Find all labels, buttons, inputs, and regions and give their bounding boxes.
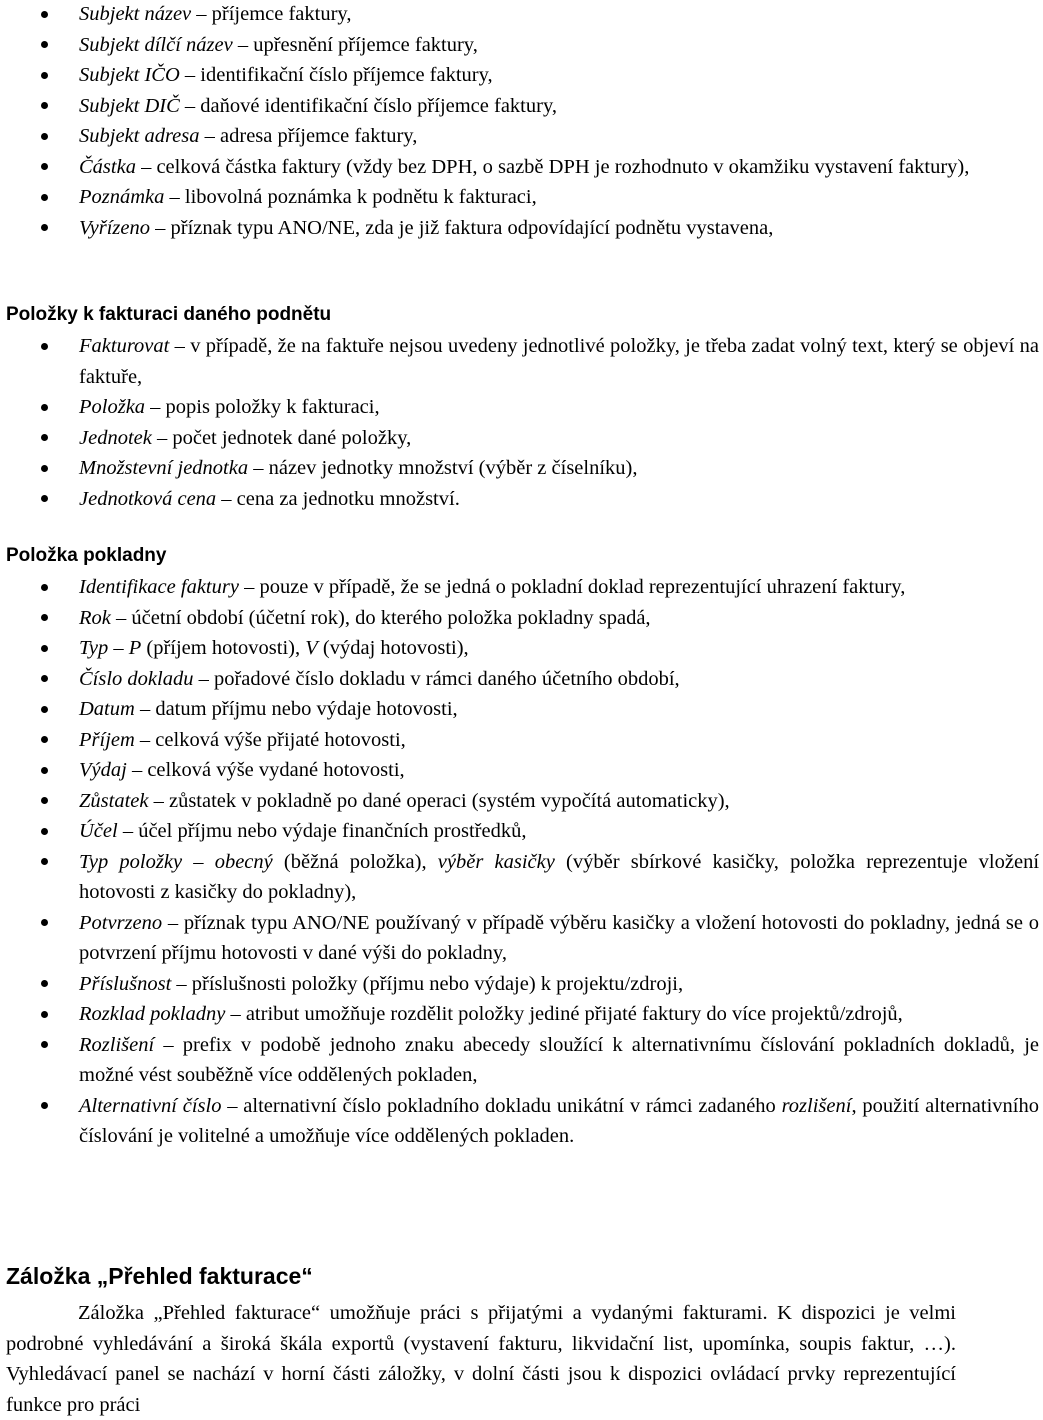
section-heading-pokladna: Položka pokladny [6,545,167,566]
description: – příznak typu ANO/NE používaný v případě výběru kasičky a vložení hotovosti do pokladny, jedná se o potvrzení příjmu hotovosti v dané výši do pokladny, [79,911,1039,964]
term: Zůstatek [79,789,149,812]
list-item [79,908,1039,969]
description: – datum příjmu nebo výdaje hotovosti, [134,698,458,720]
description: – celková výše přijaté hotovosti, [134,728,406,751]
description: – účel příjmu nebo výdaje finančních prostředků, [117,820,527,842]
bullet-icon [41,797,48,804]
description: – [108,637,129,659]
list-item [79,213,1039,244]
term: Subjekt název [79,3,192,25]
term: Vyřízeno [79,216,150,239]
term: Účel [79,820,118,842]
term: Subjekt adresa [79,125,200,147]
term: Rozklad pokladny [79,1003,226,1025]
list-item [79,121,1039,152]
description: – příjemce faktury, [191,3,352,25]
list-item [79,694,1039,725]
term: Příslušnost [79,972,172,995]
bullet-icon [41,495,48,502]
term: Fakturovat [79,335,170,357]
list-item [79,1030,1039,1091]
term: Subjekt DIČ [79,94,180,117]
bullet-icon [41,224,48,231]
bullet-icon [41,163,48,170]
section-heading-zalozka: Záložka „Přehled fakturace“ [6,1263,313,1289]
term-v: V [305,637,318,659]
list-item [79,755,1039,786]
description: – upřesnění příjemce faktury, [232,33,478,56]
list-item [79,30,1039,61]
invoice-item-list [0,331,1043,514]
list-item [79,484,1039,515]
bullet-icon [41,858,48,865]
description: – libovolná poznámka k podnětu k fakturaci, [164,186,537,208]
description: – atribut umožňuje rozdělit položky jediné přijaté faktury do více projektů/zdrojů, [225,1003,903,1025]
list-item [79,633,1039,664]
bullet-icon [41,645,48,652]
list-item [79,453,1039,484]
bullet-icon [41,1041,48,1048]
description: (výběr sbírkové kasičky, položka reprezentuje vložení hotovosti z kasičky do pokladny), [79,850,1040,903]
description: – celková výše vydané hotovosti, [126,759,405,781]
description: – zůstatek v pokladně po dané operaci (systém vypočítá automaticky), [148,789,730,812]
bullet-icon [41,434,48,441]
term: Příjem [79,728,135,751]
description: – účetní období (účetní rok), do kterého položka pokladny spadá, [110,606,651,629]
description: – adresa příjemce faktury, [199,125,418,147]
list-item [79,969,1039,1000]
bullet-icon [41,194,48,201]
description: , použití alternativního číslování je volitelné a umožňuje více oddělených pokladen. [79,1094,1039,1147]
term-vyber-kasicky: výběr kasičky [437,850,555,873]
term: Subjekt dílčí název [79,33,233,56]
description: – název jednotky množství (výběr z číselníku), [248,457,638,479]
term-rozliseni: rozlišení [781,1094,852,1117]
list-item [79,786,1039,817]
term: Rok [79,606,111,629]
bullet-icon [41,11,48,18]
bullet-icon [41,828,48,835]
term: Potvrzeno [79,911,163,934]
description: – příslušnosti položky (příjmu nebo výdaje) k projektu/zdroji, [171,972,684,995]
list-item [79,1091,1039,1152]
term: Typ položky [79,850,183,873]
term-p: P [128,637,142,659]
list-item [79,423,1039,454]
description: – daňové identifikační číslo příjemce faktury, [179,94,557,117]
list-item [79,331,1039,392]
term-obecny: obecný [214,850,273,873]
list-item [79,664,1039,695]
bullet-icon [41,41,48,48]
term: Alternativní číslo [79,1094,222,1117]
description: – počet jednotek dané položky, [151,426,412,449]
list-item [79,725,1039,756]
term: Číslo dokladu [79,667,194,690]
term: Výdaj [79,759,127,781]
bullet-icon [41,614,48,621]
list-item [79,152,1039,183]
description: – prefix v podobě jednoho znaku abecedy sloužící k alternativnímu číslování pokladních dokladů, je možné vést souběžně více oddělených pokladen, [79,1033,1039,1086]
bullet-icon [41,736,48,743]
description: – identifikační číslo příjemce faktury, [179,64,493,86]
term: Datum [79,698,135,720]
subject-attribute-list [0,0,1043,243]
bullet-icon [41,1011,48,1018]
term: Rozlišení [79,1033,155,1056]
description: – [182,850,215,873]
bullet-icon [41,343,48,350]
term: Jednotek [79,426,152,449]
list-item [79,603,1039,634]
zalozka-paragraph: Záložka „Přehled fakturace“ umožňuje práci s přijatými a vydanými fakturami. K dispozici je velmi podrobné vyhledávání a široká škála exportů (vystavení fakturu, likvidační list, upomínka, soupis faktur, …). Vyhledávací panel se nachází v horní části záložky, v dolní části jsou k dispozici ovládací prvky reprezentující funkce pro práci [6,1302,956,1416]
list-item [79,182,1039,213]
bullet-icon [41,133,48,140]
list-item [79,60,1039,91]
bullet-icon [41,980,48,987]
bullet-icon [41,465,48,472]
list-item [79,847,1039,908]
list-item [79,91,1039,122]
list-item [79,392,1039,423]
list-item [79,0,1039,30]
cash-register-item-list [0,572,1043,1152]
bullet-icon [41,767,48,774]
term: Položka [79,396,146,418]
term: Částka [79,155,136,178]
description: – příznak typu ANO/NE, zda je již faktura odpovídající podnětu vystavena, [150,216,774,239]
term: Identifikace faktury [79,576,239,598]
description: – celková částka faktury (vždy bez DPH, o sazbě DPH je rozhodnuto v okamžiku vystavení faktury), [135,155,970,178]
term: Typ [79,637,109,659]
description: – popis položky k fakturaci, [145,396,380,418]
list-item [79,816,1039,847]
term: Subjekt IČO [79,64,180,86]
description: (výdaj hotovosti), [317,637,469,659]
description: (běžná položka), [272,850,438,873]
section-heading-polozky: Položky k fakturaci daného podnětu [6,304,332,325]
bullet-icon [41,1102,48,1109]
description: – v případě, že na faktuře nejsou uvedeny jednotlivé položky, je třeba zadat volný text, který se objeví na faktuře, [79,335,1039,388]
bullet-icon [41,72,48,79]
bullet-icon [41,706,48,713]
list-item [79,999,1039,1030]
description: – pořadové číslo dokladu v rámci daného účetního období, [193,667,680,690]
bullet-icon [41,404,48,411]
description: (příjem hotovosti), [141,637,306,659]
term: Poznámka [79,186,165,208]
bullet-icon [41,102,48,109]
term: Jednotková cena [79,487,217,510]
description: – pouze v případě, že se jedná o pokladní doklad reprezentující uhrazení faktury, [238,576,906,598]
bullet-icon [41,584,48,591]
term: Množstevní jednotka [79,457,249,479]
description: – cena za jednotku množství. [216,487,460,510]
bullet-icon [41,675,48,682]
list-item [79,572,1039,603]
description: – alternativní číslo pokladního dokladu unikátní v rámci zadaného [221,1094,782,1117]
bullet-icon [41,919,48,926]
